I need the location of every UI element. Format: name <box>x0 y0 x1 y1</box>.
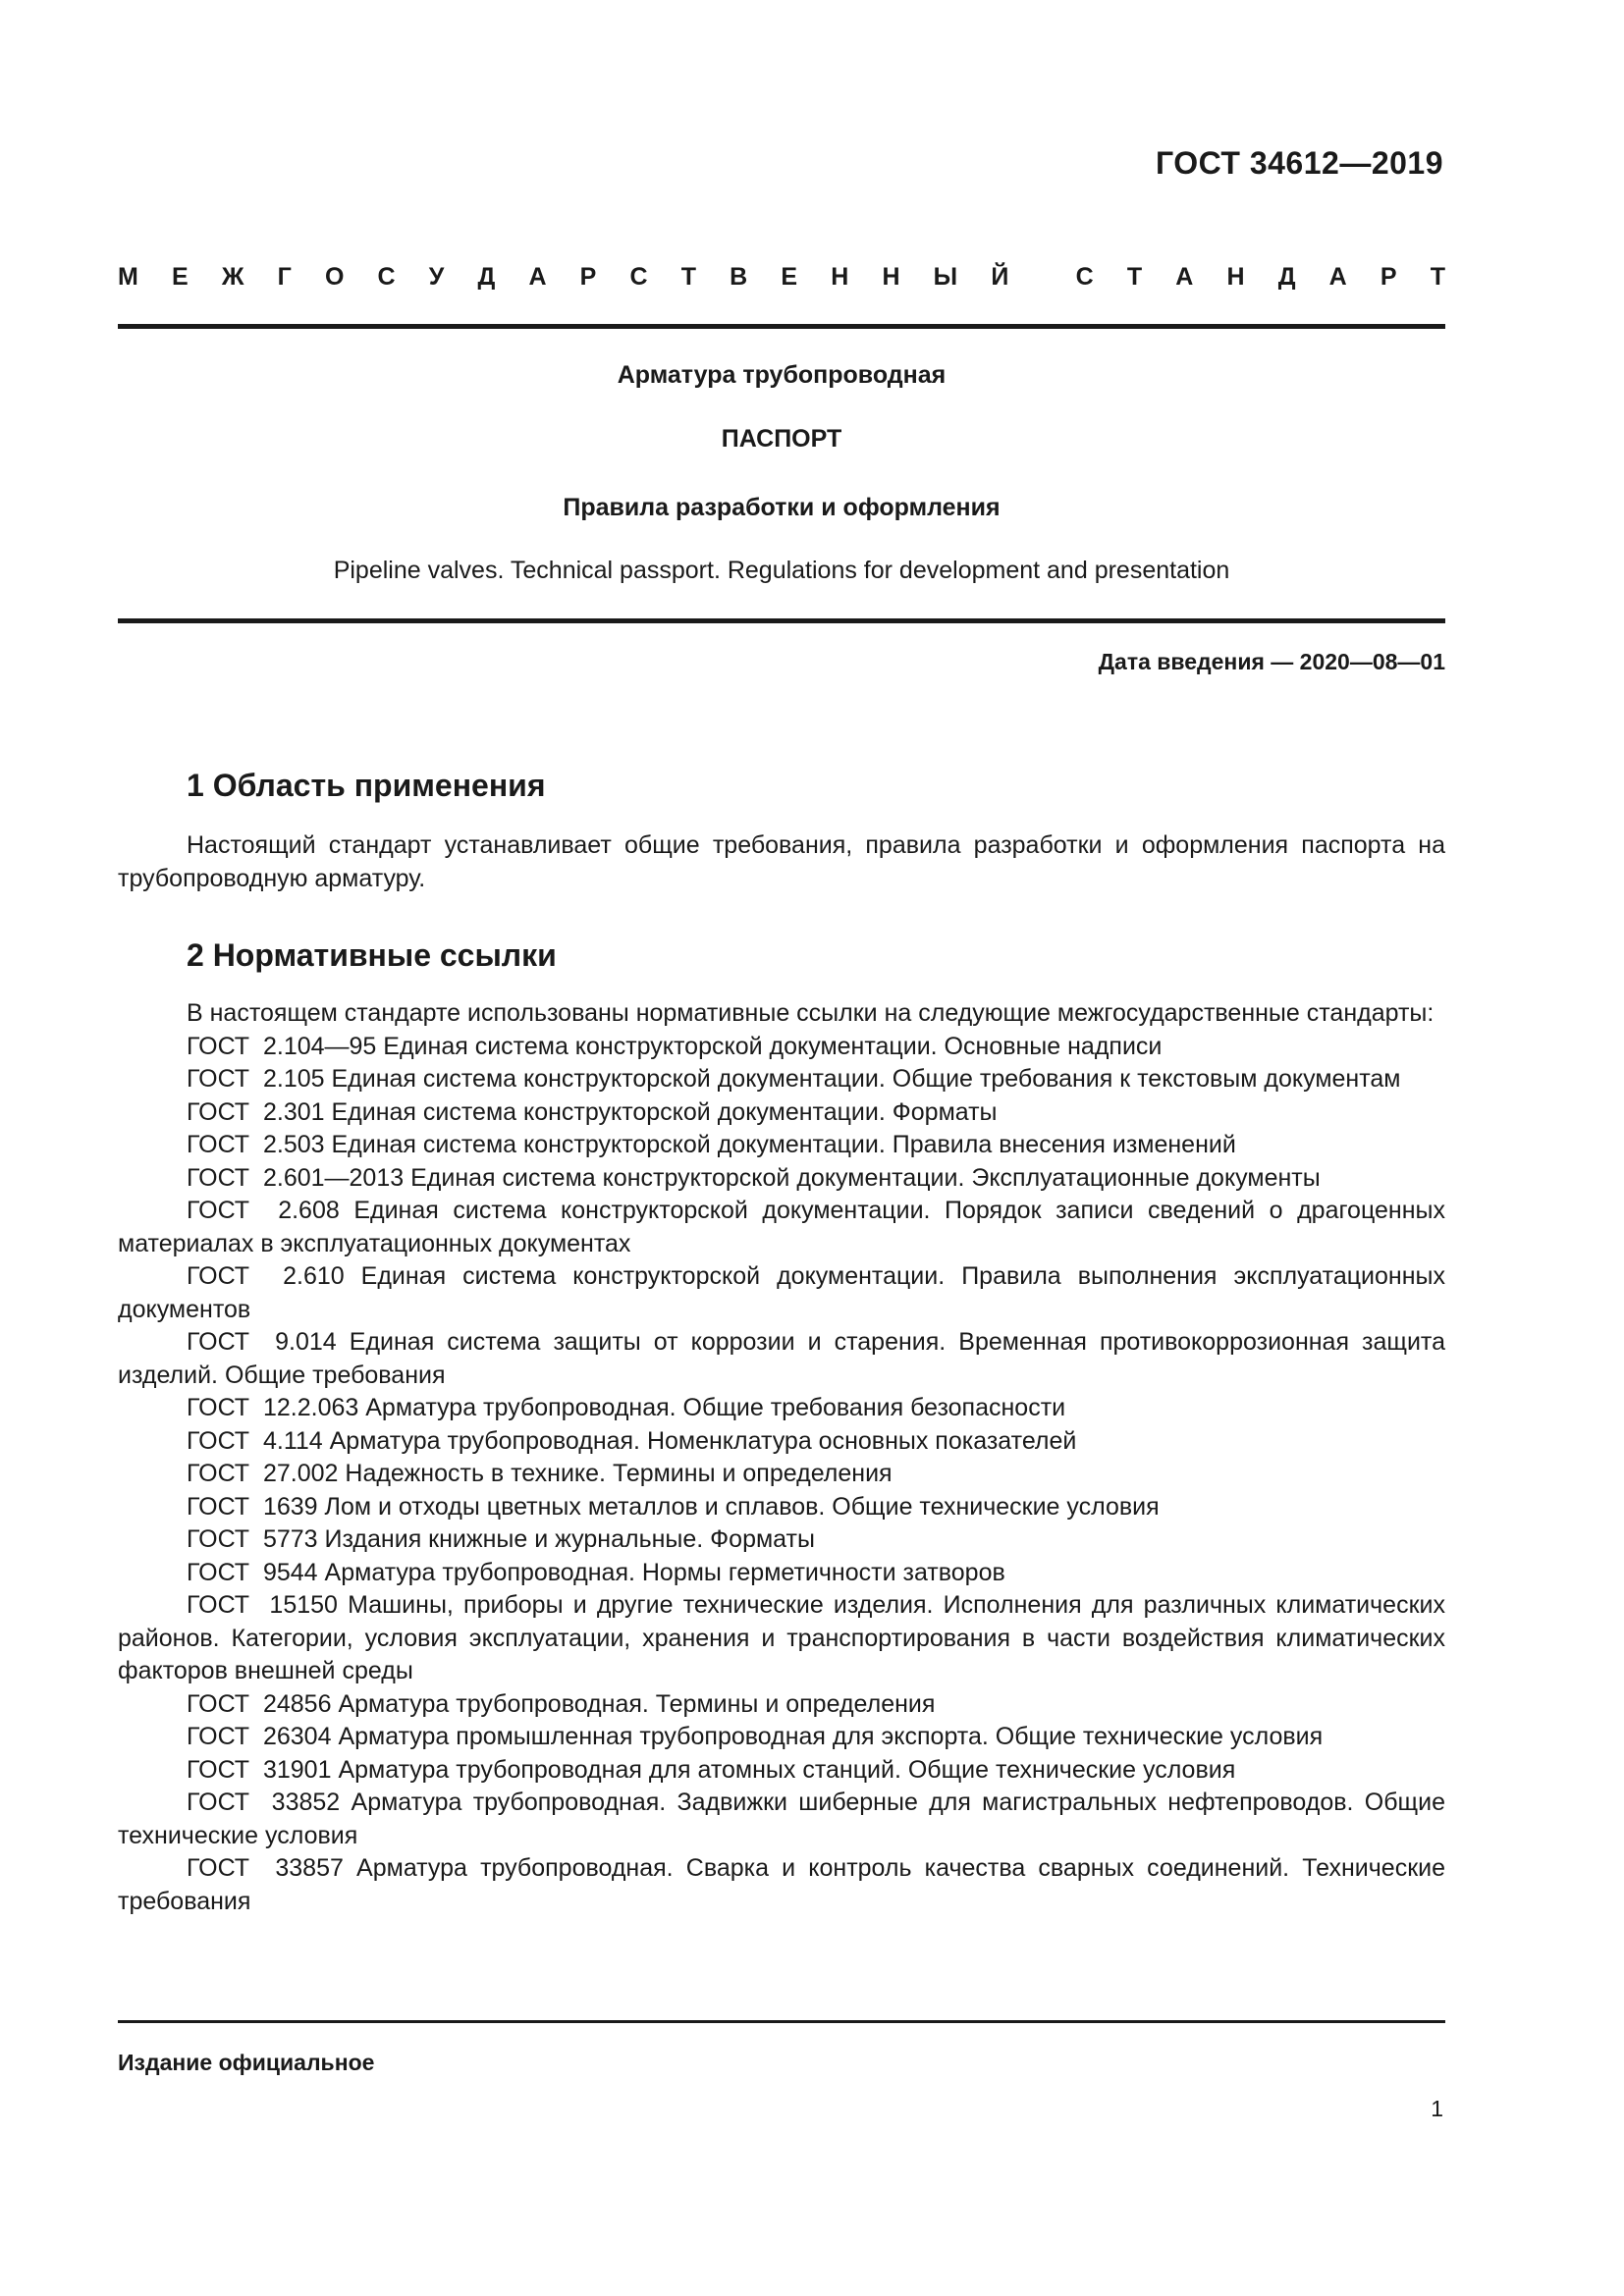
reference-title: Единая система конструкторской документации. Порядок записи сведений о драгоценных материалах в эксплуатационных документах <box>118 1197 1445 1257</box>
reference-item <box>118 1260 1445 1326</box>
reference-title: Арматура трубопроводная. Задвижки шиберные для магистральных нефтепроводов. Общие технические условия <box>118 1789 1445 1849</box>
reference-title: Единая система конструкторской документации. Форматы <box>331 1097 998 1126</box>
reference-code: ГОСТ 2.301 <box>187 1097 325 1126</box>
reference-code: ГОСТ 2.601—2013 <box>187 1163 405 1192</box>
reference-title: Лом и отходы цветных металлов и сплавов. Общие технические условия <box>324 1492 1160 1521</box>
reference-item <box>118 1326 1445 1392</box>
title-line-1: Арматура трубопроводная <box>617 361 947 389</box>
standard-number: ГОСТ 34612—2019 <box>1155 145 1443 181</box>
reference-code: ГОСТ 9544 <box>187 1558 318 1586</box>
reference-item <box>118 1162 1445 1196</box>
reference-code: ГОСТ 1639 <box>187 1492 318 1521</box>
page-number: 1 <box>1431 2096 1443 2121</box>
reference-item <box>118 1787 1445 1852</box>
reference-code: ГОСТ 5773 <box>187 1525 318 1553</box>
reference-code: ГОСТ 27.002 <box>187 1460 339 1487</box>
interstate-letter: Е <box>171 263 189 291</box>
reference-code: ГОСТ 9.014 <box>187 1328 337 1356</box>
reference-title: Арматура трубопроводная. Термины и определения <box>338 1689 936 1718</box>
reference-title: Арматура промышленная трубопроводная для экспорта. Общие технические условия <box>338 1723 1324 1750</box>
reference-code: ГОСТ 2.104—95 <box>187 1032 377 1060</box>
reference-item <box>118 1589 1445 1688</box>
reference-item <box>118 1392 1445 1425</box>
interstate-letter: А <box>1328 263 1347 291</box>
reference-title: Надежность в технике. Термины и определения <box>345 1460 893 1487</box>
reference-item <box>118 1195 1445 1260</box>
interstate-letter: Е <box>781 263 798 291</box>
reference-item <box>118 1096 1445 1130</box>
section-1-body <box>118 829 1445 895</box>
interstate-letter: Ж <box>221 263 244 291</box>
reference-title: Арматура трубопроводная. Нормы герметичности затворов <box>324 1558 1005 1586</box>
reference-code: ГОСТ 31901 <box>187 1755 332 1784</box>
reference-code: ГОСТ 2.105 <box>187 1065 325 1093</box>
title-rule <box>118 618 1445 623</box>
interstate-letter: С <box>629 263 648 291</box>
interstate-letter: А <box>528 263 547 291</box>
section-2-intro: В настоящем стандарте использованы нормативные ссылки на следующие межгосударственные стандарты: <box>187 999 1435 1027</box>
interstate-letter: Т <box>1126 263 1143 291</box>
title-line-2: ПАСПОРТ <box>721 425 842 453</box>
reference-code: ГОСТ 4.114 <box>187 1426 323 1455</box>
reference-code: ГОСТ 24856 <box>187 1689 332 1718</box>
interstate-letter: Р <box>1380 263 1397 291</box>
footer-rule <box>118 2020 1445 2023</box>
reference-code: ГОСТ 2.610 <box>187 1262 345 1290</box>
interstate-letter: О <box>324 263 345 291</box>
interstate-letter: Н <box>1226 263 1245 291</box>
reference-title: Единая система конструкторской документации. Правила внесения изменений <box>331 1131 1236 1158</box>
reference-title: Арматура трубопроводная для атомных станций. Общие технические условия <box>338 1755 1236 1784</box>
interstate-standard-label <box>118 263 1445 292</box>
reference-item <box>118 1458 1445 1491</box>
reference-title: Единая система конструкторской документации. Правила выполнения эксплуатационных документов <box>118 1262 1445 1323</box>
normative-references-list <box>118 1031 1445 1919</box>
interstate-letter: Ы <box>933 263 958 291</box>
reference-title: Арматура трубопроводная. Номенклатура основных показателей <box>329 1426 1077 1455</box>
reference-title: Машины, приборы и другие технические изделия. Исполнения для различных климатических районов. Категории, условия эксплуатации, хранения и транспортирования в части воздействия климатических факторов внешней среды <box>118 1591 1445 1684</box>
interstate-letter: С <box>377 263 396 291</box>
section-2-heading: 2 Нормативные ссылки <box>187 937 557 973</box>
interstate-letter: В <box>730 263 748 291</box>
interstate-letter: Т <box>1430 263 1445 291</box>
reference-code: ГОСТ 26304 <box>187 1723 332 1750</box>
reference-code: ГОСТ 33852 <box>187 1789 341 1816</box>
interstate-letter: Т <box>680 263 697 291</box>
reference-code: ГОСТ 2.608 <box>187 1197 340 1224</box>
section-2-body <box>118 997 1445 1918</box>
interstate-letter: Н <box>831 263 849 291</box>
reference-item <box>118 1721 1445 1754</box>
reference-title: Единая система конструкторской документации. Эксплуатационные документы <box>410 1163 1321 1192</box>
interstate-letter: Н <box>882 263 900 291</box>
title-line-3: Правила разработки и оформления <box>563 494 1001 521</box>
reference-item <box>118 1688 1445 1722</box>
official-edition-label: Издание официальное <box>118 2050 375 2075</box>
interstate-letter: Р <box>579 263 597 291</box>
reference-code: ГОСТ 15150 <box>187 1591 338 1619</box>
reference-item <box>118 1852 1445 1918</box>
interstate-letter: М <box>118 263 138 291</box>
reference-code: ГОСТ 2.503 <box>187 1131 325 1158</box>
section-1-heading: 1 Область применения <box>187 768 546 803</box>
title-english: Pipeline valves. Technical passport. Regulations for development and presentation <box>333 557 1230 584</box>
reference-title: Арматура трубопроводная. Сварка и контроль качества сварных соединений. Технические требования <box>118 1854 1446 1915</box>
interstate-letter: Д <box>477 263 496 291</box>
reference-title: Единая система конструкторской документации. Основные надписи <box>383 1032 1163 1060</box>
reference-title: Арматура трубопроводная. Общие требования безопасности <box>365 1394 1066 1421</box>
reference-item <box>118 1129 1445 1162</box>
reference-item <box>118 1031 1445 1064</box>
header-rule <box>118 324 1445 329</box>
interstate-letter: Д <box>1277 263 1296 291</box>
interstate-letter: У <box>428 263 445 291</box>
reference-item <box>118 1523 1445 1557</box>
reference-code: ГОСТ 12.2.063 <box>187 1394 359 1421</box>
interstate-letter: Г <box>277 263 292 291</box>
reference-item <box>118 1425 1445 1459</box>
reference-code: ГОСТ 33857 <box>187 1854 344 1882</box>
reference-item <box>118 1063 1445 1096</box>
section-1-paragraph: Настоящий стандарт устанавливает общие требования, правила разработки и оформления паспорта на трубопроводную арматуру. <box>118 831 1445 892</box>
reference-title: Единая система защиты от коррозии и старения. Временная противокоррозионная защита изделий. Общие требования <box>118 1328 1446 1389</box>
interstate-letter: Й <box>991 263 1009 291</box>
reference-item <box>118 1754 1445 1788</box>
reference-title: Единая система конструкторской документации. Общие требования к текстовым документам <box>331 1065 1401 1093</box>
interstate-letter: С <box>1075 263 1094 291</box>
reference-item <box>118 1557 1445 1590</box>
interstate-letter: А <box>1175 263 1194 291</box>
reference-item <box>118 1491 1445 1524</box>
date-of-introduction: Дата введения — 2020—08—01 <box>1098 649 1445 674</box>
reference-title: Издания книжные и журнальные. Форматы <box>324 1525 815 1553</box>
